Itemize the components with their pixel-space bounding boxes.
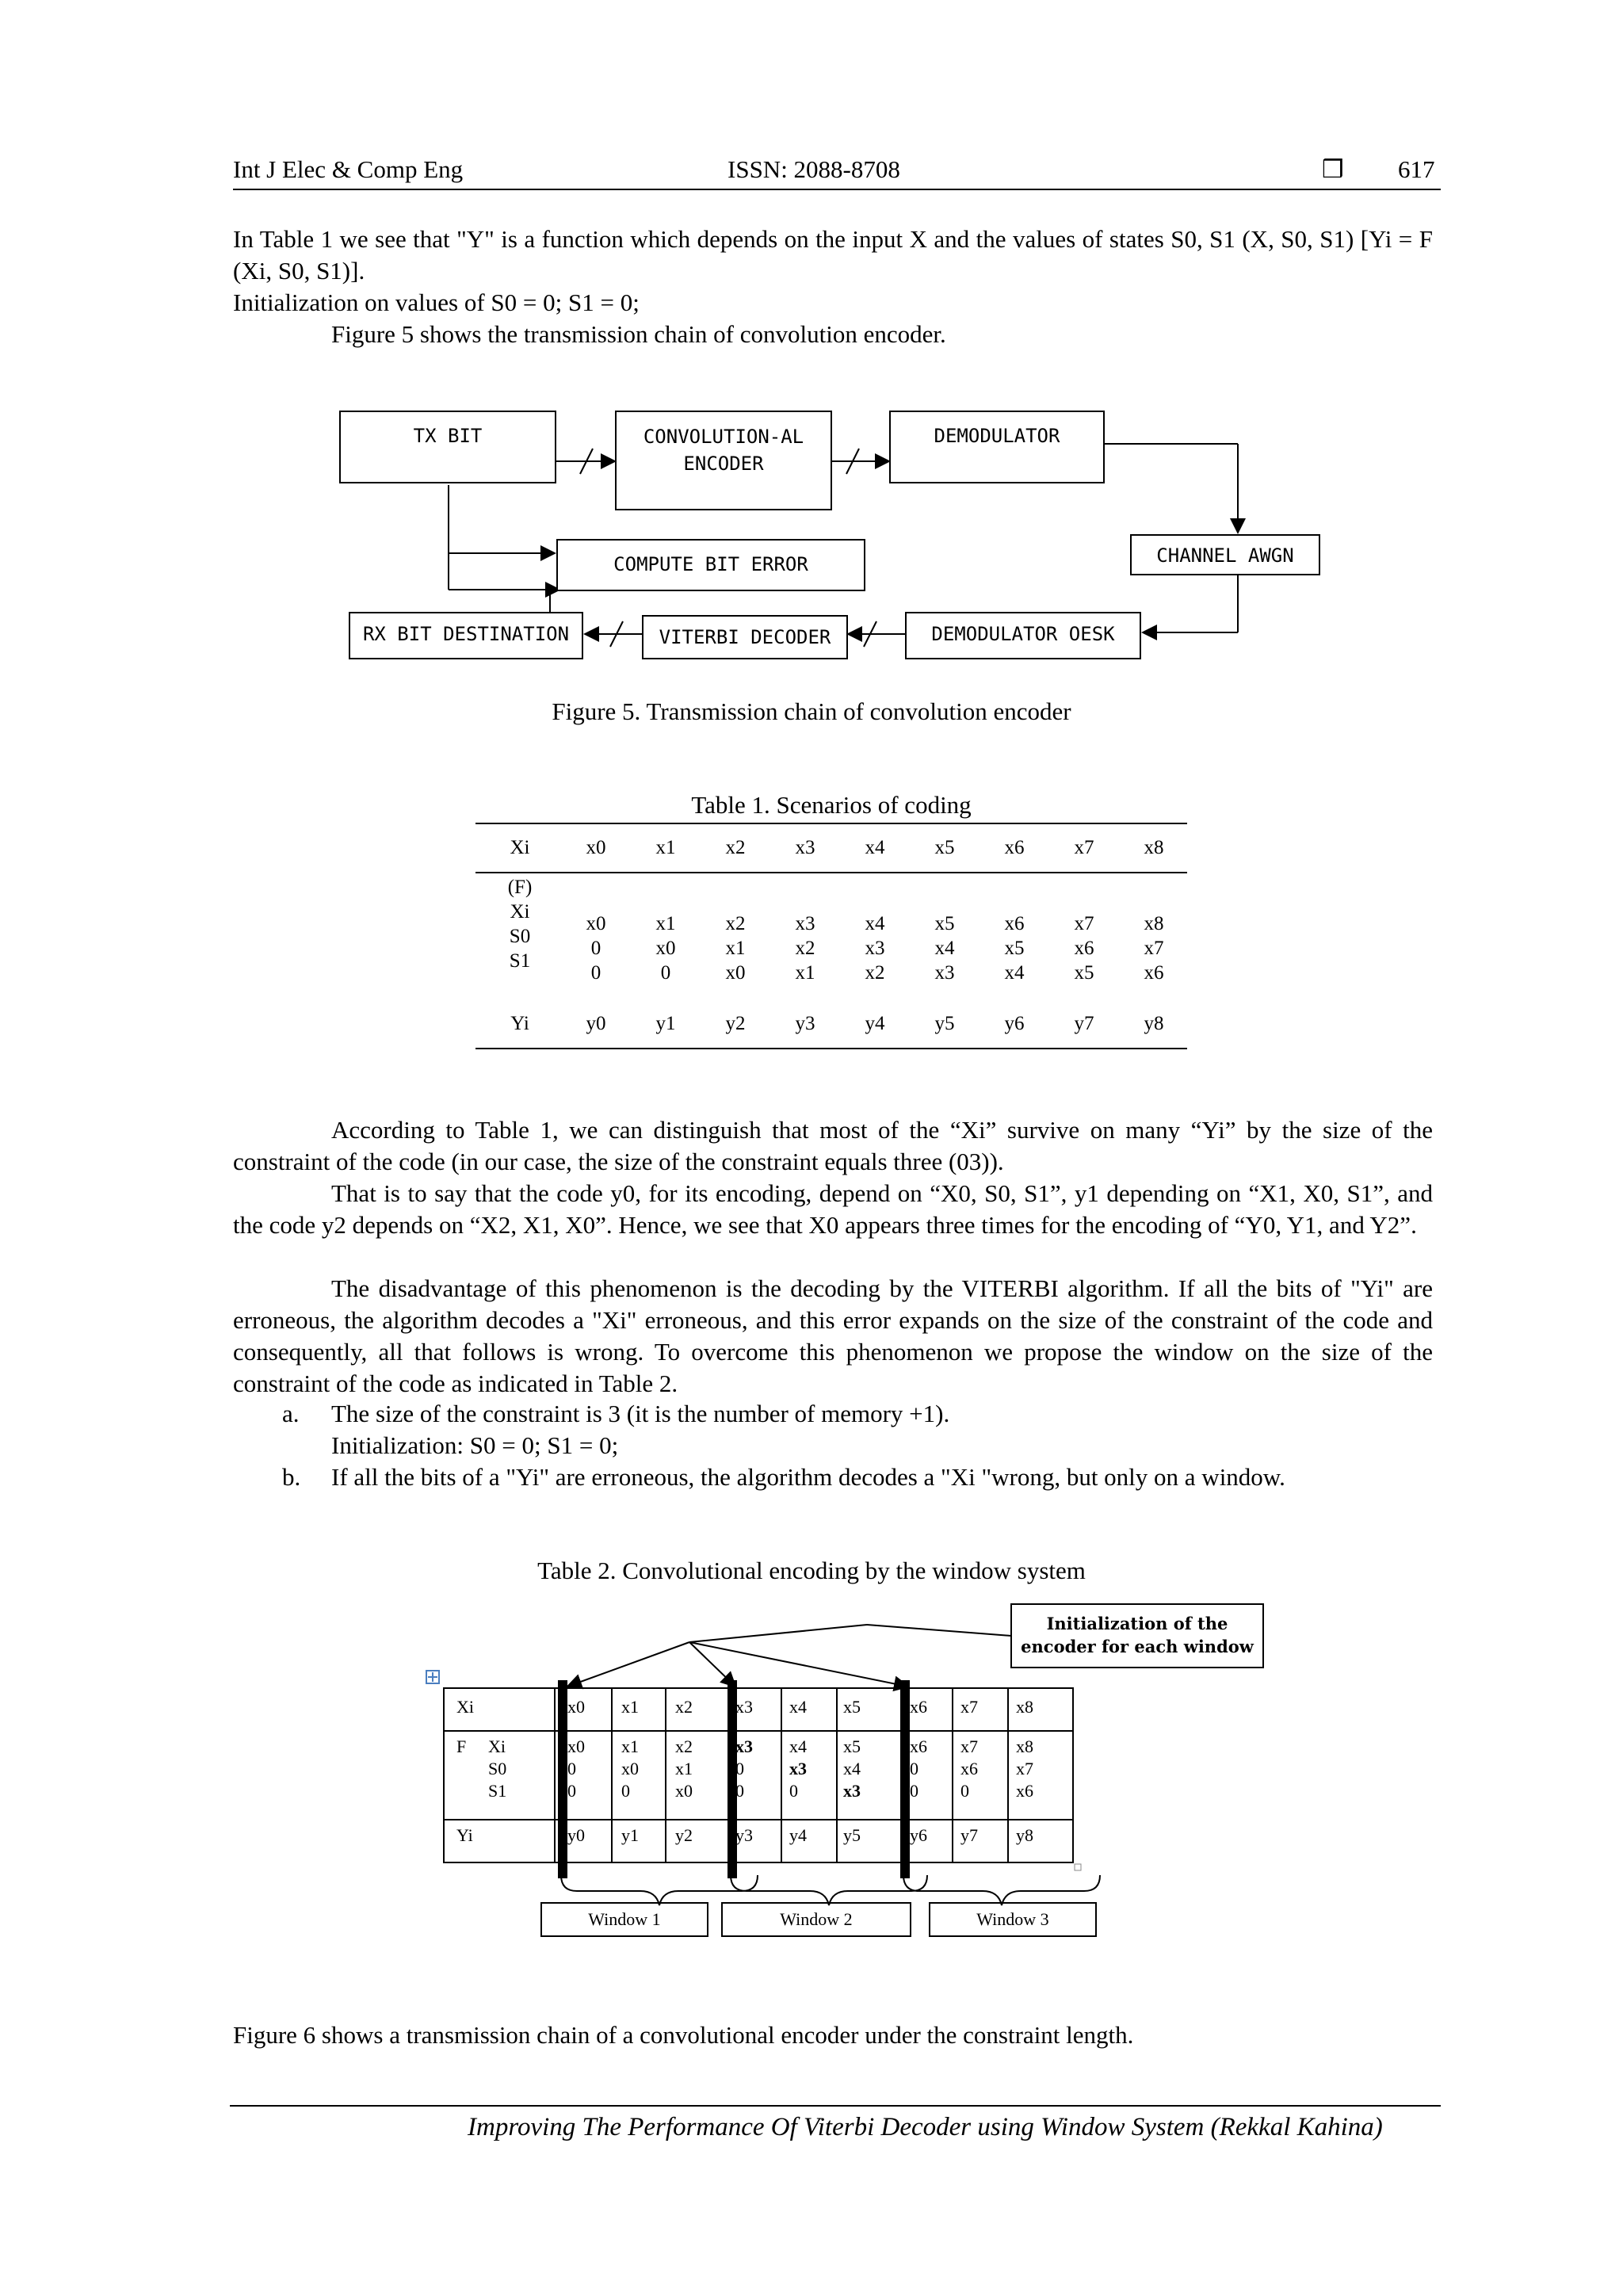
t2-s0-cell: 0 — [567, 1759, 576, 1778]
window-3-label: Window 3 — [929, 1902, 1097, 1937]
t2-s0-cell: x6 — [960, 1759, 978, 1778]
table-1-caption: Table 1. Scenarios of coding — [691, 791, 972, 819]
t2-s1-cell: 0 — [960, 1781, 969, 1801]
rx-destination-label: RX BIT DESTINATION — [362, 623, 570, 645]
t1-s1-cell: 0 — [590, 962, 601, 984]
t1-yi-cell: y7 — [1074, 1013, 1094, 1034]
list-b-marker: b. — [282, 1463, 301, 1491]
t1-header-cell: x6 — [1004, 837, 1025, 858]
t1-s1-cell: x4 — [1004, 962, 1025, 984]
t1-s0-cell: x2 — [795, 938, 815, 959]
t2-row-s0-label: S0 — [488, 1759, 507, 1778]
channel-label: CHANNEL AWGN — [1156, 544, 1294, 567]
demod-oesk-label: DEMODULATOR OESK — [931, 623, 1115, 645]
journal-name: Int J Elec & Comp Eng — [233, 155, 464, 183]
t1-s0-cell: x3 — [865, 938, 885, 959]
t2-s1-cell: 0 — [910, 1781, 918, 1801]
t2-s0-cell: x7 — [1016, 1759, 1033, 1778]
t2-yi-cell: y6 — [910, 1825, 927, 1845]
t2-xi-cell: x1 — [621, 1736, 639, 1756]
t1-yi-cell: y4 — [865, 1013, 885, 1034]
t2-yi-cell: y0 — [567, 1825, 585, 1845]
window-1-separator — [558, 1680, 567, 1878]
t1-yi-label: Yi — [510, 1013, 529, 1034]
t2-yi-cell: y7 — [960, 1825, 978, 1845]
t2-s1-cell: x0 — [675, 1781, 693, 1801]
t2-yi-cell: y4 — [789, 1825, 807, 1845]
t2-s1-cell: 0 — [789, 1781, 798, 1801]
t2-s1-cell: 0 — [621, 1781, 630, 1801]
t1-header-cell: x4 — [865, 837, 885, 858]
encoder-label-line2: ENCODER — [683, 453, 764, 475]
t2-xi-cell: x4 — [789, 1736, 807, 1756]
t2-s1-cell: 0 — [735, 1781, 744, 1801]
t1-f-label: Xi — [510, 901, 530, 923]
intro-paragraph: In Table 1 we see that "Y" is a function which depends on the input X and the values of states S0, S1 (X, S0, S1) [Yi = F (Xi, S0, S1)]. — [233, 225, 1433, 285]
init-annotation — [1011, 1612, 1263, 1658]
t1-xi-cell: x1 — [655, 913, 676, 934]
window-3-separator — [900, 1680, 910, 1878]
t1-header-cell: x7 — [1074, 837, 1094, 858]
t1-yi-cell: y6 — [1004, 1013, 1025, 1034]
t1-s1-cell: x1 — [795, 962, 815, 984]
t2-yi-cell: y8 — [1016, 1825, 1033, 1845]
t2-s0-cell: x1 — [675, 1759, 693, 1778]
t1-xi-cell: x6 — [1004, 913, 1025, 934]
body-paragraph-3: The disadvantage of this phenomenon is the decoding by the VITERBI algorithm. If all the bits of "Yi" are erroneous, the algorithm decodes a "Xi" erroneous, and this error expands on the size of the constraint of the code and consequently, all that follows is wrong. To overcome this phenomenon we propose the window on the size of the constraint of the code as indicated in Table 2. — [233, 1274, 1433, 1397]
t2-xi-cell: x7 — [960, 1736, 978, 1756]
header-symbol: ❒ — [1322, 155, 1344, 184]
t1-s0-cell: x7 — [1144, 938, 1164, 959]
t1-s0-cell: x1 — [725, 938, 746, 959]
t1-xi-cell: x4 — [865, 913, 885, 934]
issn: ISSN: 2088-8708 — [727, 155, 900, 183]
t2-header-cell: x3 — [735, 1697, 753, 1717]
t1-s1-cell: 0 — [660, 962, 671, 984]
t1-xi-cell: x7 — [1074, 913, 1094, 934]
t1-header-cell: x2 — [725, 837, 746, 858]
t1-yi-cell: y8 — [1144, 1013, 1164, 1034]
t1-xi-cell: x5 — [934, 913, 955, 934]
t2-s0-cell: x4 — [843, 1759, 861, 1778]
list-a-init: Initialization: S0 = 0; S1 = 0; — [331, 1431, 619, 1459]
t1-yi-cell: y0 — [586, 1013, 606, 1034]
t1-xi-cell: x0 — [586, 913, 606, 934]
t2-xi-cell: x5 — [843, 1736, 861, 1756]
demodulator-label: DEMODULATOR — [934, 425, 1060, 447]
t1-s1-cell: x3 — [934, 962, 955, 984]
list-a-marker: a. — [282, 1400, 300, 1427]
t1-s1-cell: x5 — [1074, 962, 1094, 984]
t2-row-f-xi-label: Xi — [488, 1736, 506, 1756]
footer-rule — [230, 2105, 1441, 2107]
t2-row-yi-label: Yi — [456, 1825, 473, 1845]
table-2-caption: Table 2. Convolutional encoding by the window system — [537, 1557, 1086, 1584]
t1-yi-cell: y5 — [934, 1013, 955, 1034]
t1-xi-cell: x8 — [1144, 913, 1164, 934]
t1-header-cell: x3 — [795, 837, 815, 858]
compute-error-label: COMPUTE BIT ERROR — [613, 553, 808, 575]
t1-s1-cell: x6 — [1144, 962, 1164, 984]
t2-header-cell: x8 — [1016, 1697, 1033, 1717]
t2-row-f-label: F — [456, 1736, 467, 1756]
t2-xi-cell: x8 — [1016, 1736, 1033, 1756]
tx-bit-label: TX BIT — [413, 425, 483, 447]
t2-s0-cell: x3 — [789, 1759, 807, 1778]
body-paragraph-2: That is to say that the code y0, for its encoding, depend on “X0, S0, S1”, y1 depending on “X1, X0, S1”, and the code y2 depends on “X2, X1, X0”. Hence, we see that X0 appears three times for the encoding of “Y0, Y1, and Y2”. — [233, 1179, 1433, 1239]
t1-yi-cell: y3 — [795, 1013, 815, 1034]
t2-xi-cell: x0 — [567, 1736, 585, 1756]
t2-s1-cell: x3 — [843, 1781, 861, 1801]
t1-yi-cell: y1 — [655, 1013, 676, 1034]
t2-header-cell: x5 — [843, 1697, 861, 1717]
t2-header-cell: x0 — [567, 1697, 585, 1717]
t1-s0-cell: 0 — [590, 938, 601, 959]
t2-yi-cell: y1 — [621, 1825, 639, 1845]
window-1-label: Window 1 — [540, 1902, 708, 1937]
t2-xi-cell: x2 — [675, 1736, 693, 1756]
intro-initialization: Initialization on values of S0 = 0; S1 = 0; — [233, 288, 640, 316]
t2-s0-cell: 0 — [910, 1759, 918, 1778]
t2-xi-cell: x6 — [910, 1736, 927, 1756]
t2-yi-cell: y3 — [735, 1825, 753, 1845]
t1-xi-cell: x2 — [725, 913, 746, 934]
t1-header-cell: x0 — [586, 837, 606, 858]
t1-s0-cell: x0 — [655, 938, 676, 959]
encoder-label-line1: CONVOLUTION-AL — [643, 426, 804, 448]
t2-yi-cell: y2 — [675, 1825, 693, 1845]
t2-s1-cell: 0 — [567, 1781, 576, 1801]
t1-xi-cell: x3 — [795, 913, 815, 934]
t1-f-label: S1 — [509, 950, 531, 972]
t2-header-cell: x1 — [621, 1697, 639, 1717]
t1-f-label: S0 — [509, 926, 531, 947]
closing-paragraph: Figure 6 shows a transmission chain of a convolutional encoder under the constraint length. — [233, 2021, 1134, 2049]
body-paragraph-1: According to Table 1, we can distinguish that most of the “Xi” survive on many “Yi” by the size of the constraint of the code (in our case, the size of the constraint equals three (03)). — [233, 1116, 1433, 1175]
t2-s0-cell: x0 — [621, 1759, 639, 1778]
intro-figure-ref: Figure 5 shows the transmission chain of convolution encoder. — [331, 320, 946, 348]
t1-s1-cell: x2 — [865, 962, 885, 984]
init-annotation-line2: encoder for each window — [1021, 1637, 1254, 1656]
t1-f-label: (F) — [507, 877, 533, 898]
t2-xi-cell: x3 — [735, 1736, 753, 1756]
init-annotation-line1: Initialization of the — [1046, 1614, 1228, 1633]
t1-header-cell: x5 — [934, 837, 955, 858]
t1-yi-cell: y2 — [725, 1013, 746, 1034]
t1-s0-cell: x4 — [934, 938, 955, 959]
footer-title: Improving The Performance Of Viterbi Decoder using Window System (Rekkal Kahina) — [468, 2113, 1383, 2141]
t2-row-xi-label: Xi — [456, 1697, 474, 1717]
t1-s1-cell: x0 — [725, 962, 746, 984]
t1-s0-cell: x5 — [1004, 938, 1025, 959]
t2-header-cell: x6 — [910, 1697, 927, 1717]
t2-row-s1-label: S1 — [488, 1781, 507, 1801]
t2-header-cell: x4 — [789, 1697, 807, 1717]
t1-header-cell: x8 — [1144, 837, 1164, 858]
t2-s0-cell: 0 — [735, 1759, 744, 1778]
figure-5-caption: Figure 5. Transmission chain of convolution encoder — [552, 697, 1071, 725]
page-number: 617 — [1398, 155, 1435, 183]
t1-s0-cell: x6 — [1074, 938, 1094, 959]
list-a: The size of the constraint is 3 (it is the number of memory +1). — [331, 1400, 950, 1427]
t2-header-cell: x7 — [960, 1697, 978, 1717]
viterbi-label: VITERBI DECODER — [659, 626, 831, 648]
t2-yi-cell: y5 — [843, 1825, 861, 1845]
t1-header-label: Xi — [510, 837, 530, 858]
t1-header-cell: x1 — [655, 837, 676, 858]
list-b: If all the bits of a "Yi" are erroneous, the algorithm decodes a "Xi "wrong, but only on a window. — [331, 1463, 1285, 1491]
t2-header-cell: x2 — [675, 1697, 693, 1717]
t2-s1-cell: x6 — [1016, 1781, 1033, 1801]
window-2-label: Window 2 — [721, 1902, 911, 1937]
